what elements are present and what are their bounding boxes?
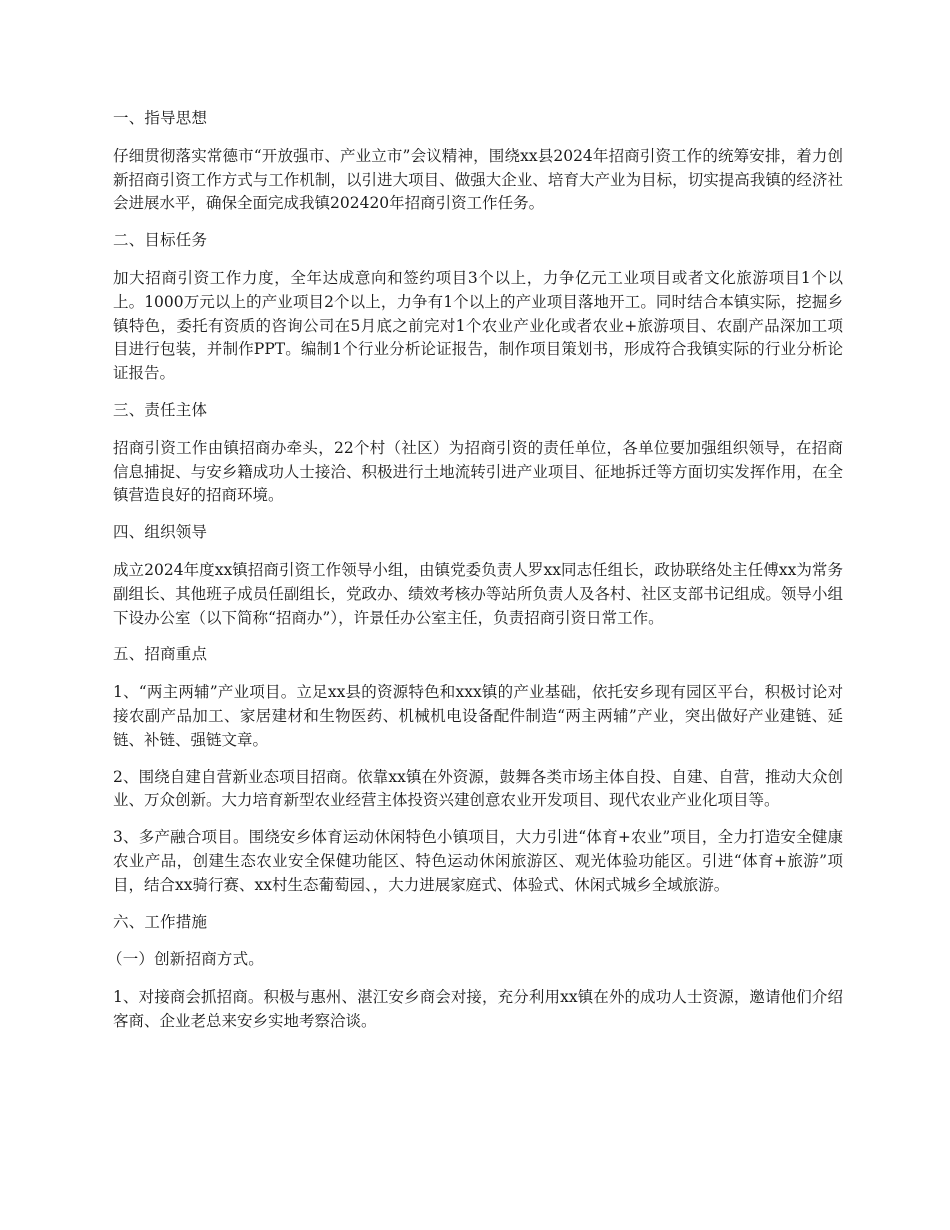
paragraph-responsible-parties: 招商引资工作由镇招商办牵头，22个村（社区）为招商引资的责任单位，各单位要加强组织领导，在招商信息捕捉、与安乡籍成功人士接洽、积极进行土地流转引进产业项目、征地拆迁等方面切实发挥作用，在全镇营造良好的招商环境。: [113, 438, 843, 505]
paragraph-measure-item-1: 1、对接商会抓招商。积极与惠州、湛江安乡商会对接，充分利用xx镇在外的成功人士资源，邀请他们介绍客商、企业老总来安乡实地考察洽谈。: [113, 988, 843, 1030]
document-body: [107, 107, 843, 1047]
paragraph-focus-item-1: 1、“两主两辅”产业项目。立足xx县的资源特色和xxx镇的产业基础，依托安乡现有园区平台，积极讨论对接农副产品加工、家居建材和生物医药、机械机电设备配件制造“两主两辅”产业，突出做好产业建链、延链、补链、强链文章。: [113, 683, 843, 749]
paragraph-focus-item-3: 3、多产融合项目。围绕安乡体育运动休闲特色小镇项目，大力引进“体育+农业”项目，全力打造安全健康农业产品，创建生态农业安全保健功能区、特色运动休闲旅游区、观光体验功能区。引进“体育+旅游”项目，结合xx骑行赛、xx村生态葡萄园、，大力进展家庭式、体验式、休闲式城乡全域旅游。: [113, 828, 843, 894]
section-heading-investment-focus: 五、招商重点: [113, 645, 208, 664]
paragraph-targets: 加大招商引资工作力度，全年达成意向和签约项目3个以上，力争亿元工业项目或者文化旅游项目1个以上。1000万元以上的产业项目2个以上，力争有1个以上的产业项目落地开工。同时结合本镇实际，挖掘乡镇特色，委托有资质的咨询公司在5月底之前完对1个农业产业化或者农业+旅游项目、农副产品深加工项目进行包装，并制作PPT。编制1个行业分析论证报告，制作项目策划书，形成符合我镇实际的行业分析论证报告。: [113, 268, 843, 383]
paragraph-guiding-ideology: 仔细贯彻落实常德市“开放强市、产业立市”会议精神，围绕xx县2024年招商引资工作的统筹安排，着力创新招商引资工作方式与工作机制，以引进大项目、做强大企业、培育大产业为目标，切实提高我镇的经济社会进展水平，确保全面完成我镇202420年招商引资工作任务。: [113, 146, 843, 213]
section-heading-targets: 二、目标任务: [113, 231, 208, 250]
section-heading-measures: 六、工作措施: [113, 912, 208, 931]
section-heading-responsible-parties: 三、责任主体: [113, 400, 208, 419]
section-heading-organization: 四、组织领导: [113, 523, 208, 542]
subsection-heading-innovate-methods: （一）创新招商方式。: [107, 950, 265, 969]
paragraph-organization: 成立2024年度xx镇招商引资工作领导小组，由镇党委负责人罗xx同志任组长，政协联络处主任傅xx为常务副组长、其他班子成员任副组长，党政办、绩效考核办等站所负责人及各村、社区支部书记组成。领导小组下设办公室（以下简称“招商办”），许景任办公室主任，负责招商引资日常工作。: [113, 560, 843, 627]
section-heading-guiding-ideology: 一、指导思想: [113, 109, 208, 127]
paragraph-focus-item-2: 2、围绕自建自营新业态项目招商。依靠xx镇在外资源，鼓舞各类市场主体自投、自建、自营，推动大众创业、万众创新。大力培育新型农业经营主体投资兴建创意农业开发项目、现代农业产业化项目等。: [113, 767, 843, 810]
